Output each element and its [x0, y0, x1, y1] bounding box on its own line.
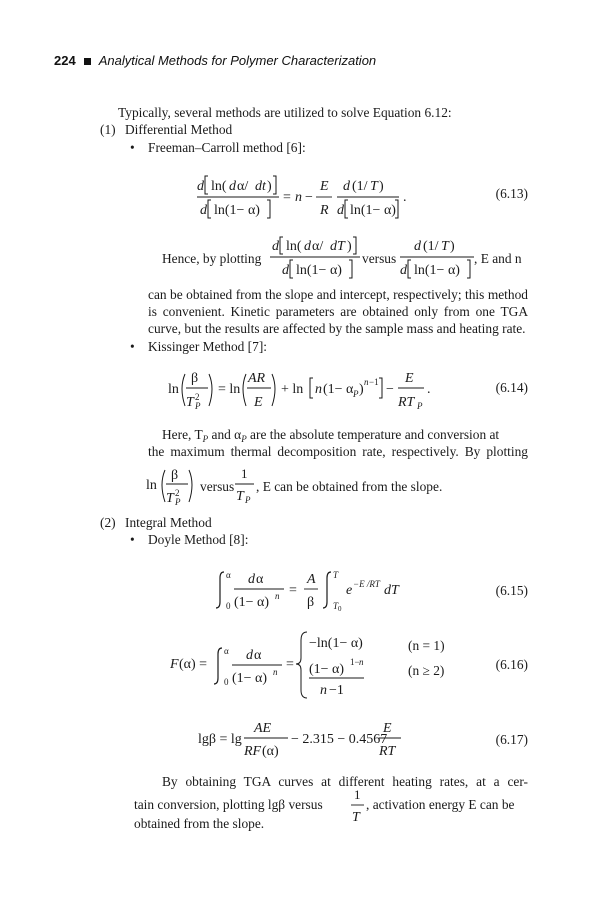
svg-text:): ) — [379, 179, 384, 194]
svg-text:α: α — [254, 648, 262, 663]
svg-text:−1: −1 — [329, 683, 344, 698]
svg-text:0: 0 — [338, 605, 342, 613]
svg-text:dt: dt — [255, 179, 266, 194]
svg-text:d: d — [343, 179, 350, 194]
svg-text:R: R — [320, 203, 329, 218]
svg-text:(α) =: (α) = — [179, 657, 208, 672]
svg-text:α: α — [256, 572, 264, 587]
svg-text:ln(: ln( — [211, 179, 227, 194]
svg-text:T: T — [333, 570, 339, 580]
svg-text:.: . — [403, 190, 407, 205]
svg-text:F: F — [170, 657, 179, 672]
final-line3: obtained from the slope. — [134, 816, 265, 831]
svg-text:): ) — [347, 239, 352, 254]
svg-text:e: e — [346, 583, 353, 598]
svg-text:−1: −1 — [369, 377, 379, 387]
svg-text:=: = — [283, 190, 291, 205]
bullet-doyle: Doyle Method [8]: — [148, 532, 249, 547]
eq-617-constants: − 2.315 − 0.4567 — [291, 732, 388, 747]
case-n-equals-1: (n = 1) — [408, 638, 445, 653]
svg-text:d: d — [197, 179, 204, 194]
svg-text:2: 2 — [195, 392, 200, 402]
svg-text:RT: RT — [379, 744, 396, 759]
svg-text:AR: AR — [248, 371, 266, 386]
svg-text:RF: RF — [244, 744, 262, 759]
svg-text:−ln(1− α): −ln(1− α) — [309, 636, 363, 651]
eq-number-6-14: (6.14) — [495, 380, 528, 395]
eq-number-6-16: (6.16) — [495, 657, 528, 672]
bullet-freeman-carroll: Freeman–Carroll method [6]: — [148, 140, 306, 155]
one-over-t-fraction — [350, 786, 366, 826]
svg-text:T: T — [166, 491, 174, 506]
versus-text: versus — [362, 251, 397, 266]
e-and-n-text: , E and n — [474, 251, 522, 266]
method1-label: (1) — [100, 122, 116, 137]
hence-text: Hence, by plotting — [162, 251, 262, 266]
svg-text:E: E — [405, 371, 414, 386]
svg-text:P: P — [353, 389, 359, 399]
svg-text:): ) — [359, 382, 364, 397]
svg-text:ln: ln — [146, 478, 157, 493]
svg-text:dT: dT — [330, 239, 345, 254]
svg-text:d: d — [246, 648, 253, 663]
bullet-glyph-2: • — [130, 339, 135, 354]
svg-text:1: 1 — [241, 466, 248, 481]
svg-text:ln: ln — [168, 382, 179, 397]
bullet-glyph-3: • — [130, 532, 135, 547]
svg-text:d: d — [272, 239, 279, 254]
svg-text:1−: 1− — [350, 657, 360, 667]
paragraph2-line1: Here, $T_P$ and $\alpha_P$ are the absolute temperature and conversion at — [162, 427, 500, 444]
svg-text:=: = — [289, 583, 297, 598]
svg-text:β: β — [191, 371, 199, 386]
svg-text:.: . — [427, 382, 431, 397]
svg-text:β: β — [171, 468, 179, 483]
svg-text:(1/: (1/ — [423, 239, 439, 254]
svg-text:d: d — [200, 203, 207, 218]
svg-text:(1− α): (1− α) — [232, 671, 268, 686]
bullet-glyph: • — [130, 140, 135, 155]
one-over-tp-fraction — [234, 464, 256, 506]
svg-text:ln(1− α): ln(1− α) — [414, 263, 460, 278]
plot-ln-beta-fraction — [146, 462, 200, 508]
intro-text: Typically, several methods are utilized to solve Equation 6.12: — [118, 105, 452, 120]
svg-text:d: d — [337, 203, 344, 218]
bullet-kissinger: Kissinger Method [7]: — [148, 339, 268, 354]
svg-text:(1− α): (1− α) — [309, 662, 345, 677]
eq-number-6-15: (6.15) — [495, 583, 528, 598]
svg-text:0: 0 — [226, 601, 231, 611]
svg-text:AE: AE — [254, 721, 272, 736]
svg-text:1: 1 — [354, 787, 361, 802]
svg-text:): ) — [450, 239, 455, 254]
and-alpha-text: and α — [208, 427, 242, 442]
equation-6-17 — [198, 716, 408, 762]
svg-text:ln(1− α): ln(1− α) — [296, 263, 342, 278]
svg-text:= ln: = ln — [218, 382, 241, 397]
svg-text:(α): (α) — [262, 744, 279, 759]
page-number: 224 — [54, 53, 76, 68]
svg-text:T: T — [333, 601, 339, 611]
final-line2-part1: tain conversion, plotting lgβ versus — [134, 797, 323, 812]
case-n-geq-2: (n ≥ 2) — [408, 663, 445, 678]
svg-text:T: T — [441, 239, 449, 254]
svg-text:−: − — [386, 382, 394, 397]
svg-text:RT: RT — [398, 395, 415, 410]
equation-6-16 — [170, 628, 430, 700]
paragraph1-line1: can be obtained from the slope and intercept, respectively; this method — [148, 287, 528, 302]
svg-text:ln(1− α): ln(1− α) — [350, 203, 396, 218]
svg-text:α: α — [226, 570, 231, 580]
svg-text:P: P — [245, 495, 251, 505]
eq-number-6-13: (6.13) — [495, 186, 528, 201]
paragraph1-line3: curve, but the results are affected by the sample mass and heating rate. — [148, 321, 526, 336]
svg-text:T: T — [186, 395, 194, 410]
method1-title: Differential Method — [125, 122, 233, 137]
method2-label: (2) — [100, 515, 116, 530]
svg-text:E: E — [383, 721, 392, 736]
svg-text:d: d — [304, 239, 311, 254]
equation-6-14 — [168, 362, 458, 414]
svg-text:(1− α): (1− α) — [234, 595, 270, 610]
equation-6-13 — [195, 170, 425, 222]
final-line2-part2: , activation energy E can be — [366, 797, 515, 812]
svg-text:lgβ = lg: lgβ = lg — [198, 732, 242, 747]
paragraph2-end: , E can be obtained from the slope. — [256, 479, 443, 494]
svg-text:d: d — [282, 263, 289, 278]
svg-text:α/: α/ — [237, 179, 249, 194]
svg-text:(1/: (1/ — [352, 179, 368, 194]
svg-text:T: T — [370, 179, 378, 194]
svg-text:T: T — [236, 489, 244, 504]
plot-fraction-left — [268, 232, 368, 282]
svg-text:ln(: ln( — [286, 239, 302, 254]
svg-text:0: 0 — [224, 677, 229, 687]
svg-text:n: n — [273, 667, 278, 677]
svg-text:ln(1− α): ln(1− α) — [214, 203, 260, 218]
svg-text:+ ln: + ln — [281, 382, 304, 397]
paragraph2-versus: versus — [200, 479, 235, 494]
svg-text:d: d — [400, 263, 407, 278]
svg-text:β: β — [307, 595, 315, 610]
svg-text:=: = — [286, 657, 294, 672]
final-line1: By obtaining TGA curves at different heating rates, at a cer- — [162, 774, 528, 789]
paragraph1-line2: is convenient. Kinetic parameters are obtained only from one TGA — [148, 304, 528, 319]
plot-fraction-right — [398, 232, 478, 282]
svg-text:n: n — [275, 591, 280, 601]
svg-text:E: E — [254, 395, 263, 410]
svg-text:(1− α: (1− α — [323, 382, 354, 397]
eq-number-6-17: (6.17) — [495, 732, 528, 747]
paragraph2-line2: the maximum thermal decomposition rate, respectively. By plotting — [148, 444, 528, 459]
svg-text:dT: dT — [384, 583, 399, 598]
svg-text:n: n — [364, 377, 369, 387]
book-title: Analytical Methods for Polymer Characterization — [98, 53, 377, 68]
svg-text:P: P — [175, 497, 181, 507]
svg-text:): ) — [267, 179, 272, 194]
svg-text:P: P — [195, 401, 201, 411]
svg-text:α/: α/ — [312, 239, 324, 254]
svg-text:T: T — [352, 810, 360, 825]
running-header — [54, 53, 376, 68]
svg-text:α: α — [224, 646, 229, 656]
svg-text:−: − — [305, 190, 313, 205]
square-bullet-icon — [84, 58, 91, 65]
svg-text:d: d — [229, 179, 236, 194]
svg-text:−E /RT: −E /RT — [353, 579, 380, 589]
svg-text:n: n — [295, 190, 302, 205]
absolute-temp-text: are the absolute temperature and conversion at — [246, 427, 500, 442]
method2-title: Integral Method — [125, 515, 212, 530]
svg-text:d: d — [248, 572, 255, 587]
svg-text:A: A — [307, 572, 316, 587]
svg-text:n: n — [359, 657, 364, 667]
svg-text:d: d — [414, 239, 421, 254]
here-t-text: Here, T — [162, 427, 203, 442]
svg-text:2: 2 — [175, 488, 180, 498]
svg-text:n: n — [315, 382, 322, 397]
svg-text:E: E — [320, 179, 329, 194]
svg-text:n: n — [320, 683, 327, 698]
svg-text:P: P — [417, 401, 423, 411]
equation-6-15 — [214, 564, 414, 614]
